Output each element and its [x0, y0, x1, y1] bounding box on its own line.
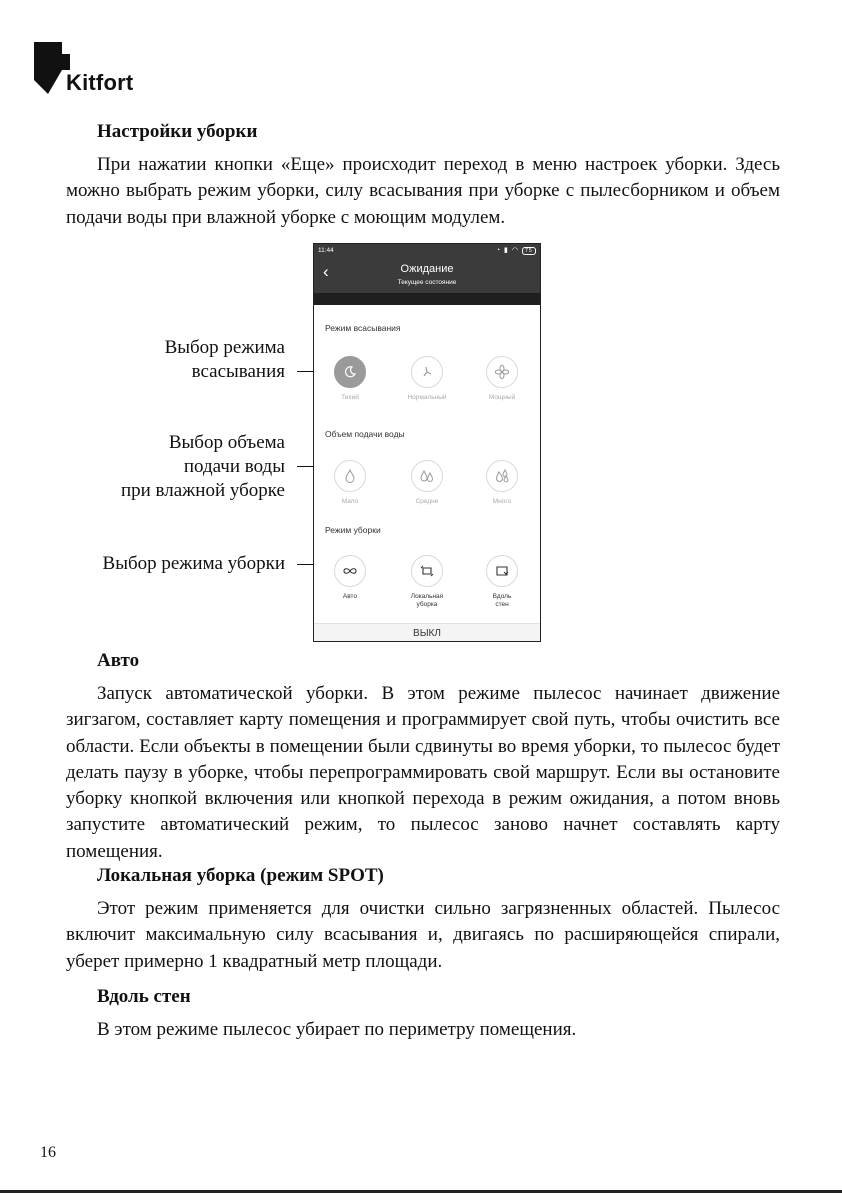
- callout-suction-line2: всасывания: [191, 361, 285, 382]
- header-bar: [314, 293, 540, 305]
- brand-name: Kitfort: [66, 70, 134, 95]
- mode-option-label-line1: Вдоль: [492, 593, 512, 600]
- suction-section-title: Режим всасывания: [325, 323, 401, 333]
- wifi-icon: ◠: [511, 247, 519, 254]
- drop-three-icon: [486, 460, 518, 492]
- paragraph-auto: Запуск автоматической уборки. В этом режиме пылесос начинает движение зигзагом, составляет карту помещения и программирует свой путь, чтобы очистить все области. Если объекты в помещении были сдвинуты во время уборки, то пылесос будет делать паузу в уборке, чтобы перепрограммировать свой маршрут. Если вы остановите уборку кнопкой включения или кнопкой перехода в режим ожидания, а потом вновь запустите автоматический режим, то пылесос заново начнет составлять карту помещения.: [66, 683, 780, 862]
- status-icons: [496, 246, 536, 255]
- water-option-label: Много: [492, 498, 512, 505]
- battery-icon: [522, 247, 536, 255]
- water-option-label: Средне: [415, 498, 439, 505]
- moon-icon: [334, 356, 366, 388]
- drop-one-icon: [334, 460, 366, 492]
- callout-water-line2: подачи воды: [183, 456, 285, 477]
- app-screenshot: [313, 243, 541, 642]
- heading-auto: Авто: [97, 650, 140, 671]
- water-section-title: Объем подачи воды: [325, 429, 405, 439]
- suction-option-normal[interactable]: [397, 356, 457, 402]
- status-time: 11:44: [318, 247, 334, 254]
- suction-option-quiet[interactable]: [320, 356, 380, 402]
- mode-option-label: [397, 593, 457, 609]
- paragraph-settings: При нажатии кнопки «Еще» происходит переход в меню настроек уборки. Здесь можно выбрать режим уборки, силу всасывания при уборке с пылесборником и объем подачи воды при влажной уборке с моющим модулем.: [66, 154, 780, 228]
- wall-icon: [486, 555, 518, 587]
- mode-option-label: [472, 593, 532, 609]
- mode-option-spot[interactable]: [397, 555, 457, 609]
- bottom-divider: [314, 623, 540, 624]
- off-button[interactable]: ВЫКЛ: [413, 628, 441, 639]
- callout-water: [90, 431, 285, 503]
- callout-water-line3: при влажной уборке: [120, 480, 285, 501]
- back-arrow-icon[interactable]: ‹: [323, 262, 329, 281]
- mode-option-label-line2: уборка: [416, 601, 438, 608]
- mode-option-label-line2: стен: [495, 601, 509, 608]
- water-option-low[interactable]: [320, 460, 380, 506]
- alarm-icon: ◔: [495, 247, 502, 254]
- logo-mark-icon: [34, 42, 70, 98]
- fan-large-icon: [486, 356, 518, 388]
- app-header: [314, 244, 540, 293]
- kitfort-logo: [34, 42, 154, 98]
- auto-loop-icon: [334, 555, 366, 587]
- settings-panel: [314, 305, 540, 623]
- mode-option-label-line1: Локальная: [410, 593, 444, 600]
- suction-option-label: Нормальный: [407, 394, 447, 401]
- water-option-high[interactable]: [472, 460, 532, 506]
- app-subtitle: Текущее состояние: [397, 279, 457, 286]
- suction-option-label: Мощный: [488, 394, 516, 401]
- heading-walls: Вдоль стен: [97, 986, 191, 1007]
- callout-water-line1: Выбор объема: [168, 432, 285, 453]
- heading-spot: Локальная уборка (режим SPOT): [97, 865, 384, 886]
- callout-mode: [60, 552, 285, 576]
- drop-two-icon: [411, 460, 443, 492]
- callout-mode-line1: Выбор режима уборки: [102, 553, 285, 574]
- signal-icon: ▮: [504, 247, 509, 254]
- page-number: 16: [40, 1144, 56, 1161]
- mode-option-walls[interactable]: [472, 555, 532, 609]
- callout-suction-line1: Выбор режима: [164, 337, 285, 358]
- heading-settings: Настройки уборки: [97, 121, 258, 142]
- water-option-label: Мало: [341, 498, 359, 505]
- suction-option-max[interactable]: [472, 356, 532, 402]
- paragraph-walls: В этом режиме пылесос убирает по периметру помещения.: [97, 1019, 577, 1040]
- mode-option-label: Авто: [342, 593, 358, 600]
- suction-option-label: Тихий: [341, 394, 359, 401]
- fan-small-icon: [411, 356, 443, 388]
- battery-level: 75: [524, 248, 533, 254]
- callout-suction: [110, 336, 285, 384]
- spot-icon: [411, 555, 443, 587]
- paragraph-spot: Этот режим применяется для очистки сильно загрязненных областей. Пылесос включит максимальную силу всасывания и, двигаясь по расширяющейся спирали, уберет примерно 1 квадратный метр площади.: [66, 898, 780, 972]
- mode-option-auto[interactable]: [320, 555, 380, 601]
- water-option-medium[interactable]: [397, 460, 457, 506]
- mode-section-title: Режим уборки: [325, 525, 381, 535]
- app-title: Ожидание: [400, 263, 454, 275]
